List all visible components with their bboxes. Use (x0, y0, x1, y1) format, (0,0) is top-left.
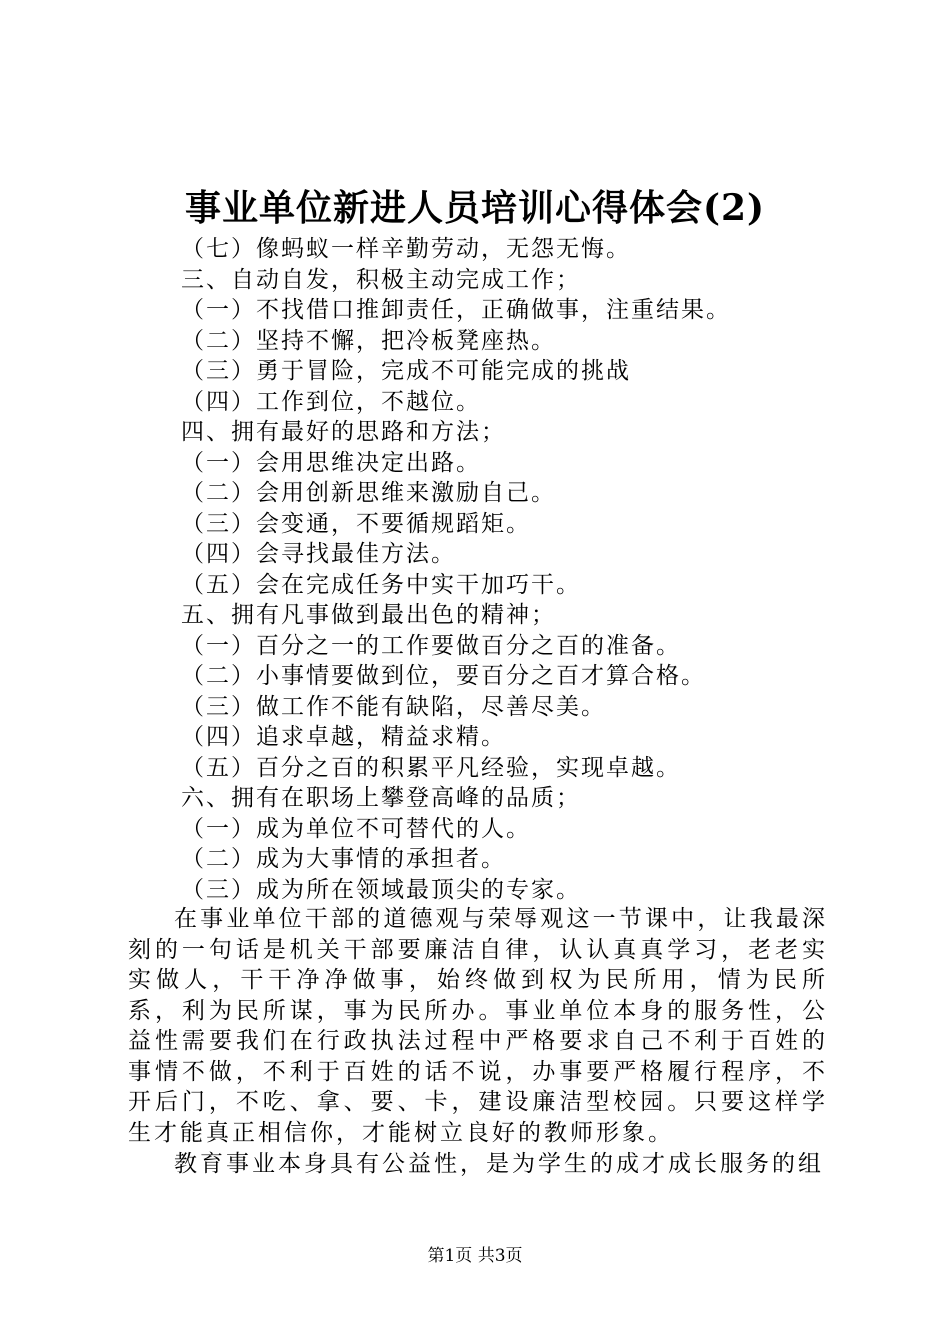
body-paragraph: 教育事业本身具有公益性，是为学生的成才成长服务的组 (174, 1151, 824, 1177)
section-heading: 三、自动自发，积极主动完成工作； (181, 266, 581, 293)
outline-item: （三）会变通，不要循规蹈矩。 (181, 510, 531, 537)
outline-list (0, 234, 950, 905)
outline-item: （七）像蚂蚁一样辛勤劳动，无怨无悔。 (181, 236, 631, 262)
document-title: 事业单位新进人员培训心得体会(2) (184, 187, 766, 229)
outline-item: （二）小事情要做到位，要百分之百才算合格。 (181, 663, 706, 689)
outline-item: （一）百分之一的工作要做百分之百的准备。 (181, 632, 681, 659)
outline-item: （五）百分之百的积累平凡经验，实现卓越。 (181, 754, 681, 781)
outline-item: （二）会用创新思维来激励自己。 (181, 480, 556, 506)
outline-item: （一）不找借口推卸责任，正确做事，注重结果。 (181, 297, 731, 323)
section-heading: 六、拥有在职场上攀登高峰的品质； (181, 785, 581, 811)
outline-item: （三）做工作不能有缺陷，尽善尽美。 (181, 693, 606, 720)
section-heading: 四、拥有最好的思路和方法； (181, 419, 506, 445)
outline-item: （四）会寻找最佳方法。 (181, 541, 456, 567)
outline-item: （一）会用思维决定出路。 (181, 449, 481, 476)
outline-item: （三）成为所在领域最顶尖的专家。 (181, 876, 581, 903)
body-paragraph: 在事业单位干部的道德观与荣辱观这一节课中，让我最深刻的一句话是机关干部要廉洁自律，认认真真学习，老老实实做人，干干净净做事，始终做到权为民所用，情为民所系，利为民所谋，事为民所办。事业单位本身的服务性，公益性需要我们在行政执法过程中严格要求自己不利于百姓的事情不做，不利于百姓的话不说，办事要严格履行程序，不开后门，不吃、拿、要、卡，建设廉洁型校园。只要这样学生才能真正相信你，才能树立良好的教师形象。 (128, 906, 828, 1146)
outline-item: （三）勇于冒险，完成不可能完成的挑战 (181, 358, 631, 384)
outline-item: （二）坚持不懈，把冷板凳座热。 (181, 327, 556, 354)
section-heading: 五、拥有凡事做到最出色的精神； (181, 602, 556, 628)
outline-item: （四）追求卓越，精益求精。 (181, 724, 506, 750)
outline-item: （二）成为大事情的承担者。 (181, 846, 506, 872)
outline-item: （四）工作到位，不越位。 (181, 388, 481, 415)
outline-item: （五）会在完成任务中实干加巧干。 (181, 571, 581, 598)
outline-item: （一）成为单位不可替代的人。 (181, 815, 531, 842)
page-number-footer: 第1页 共3页 (427, 1246, 523, 1266)
